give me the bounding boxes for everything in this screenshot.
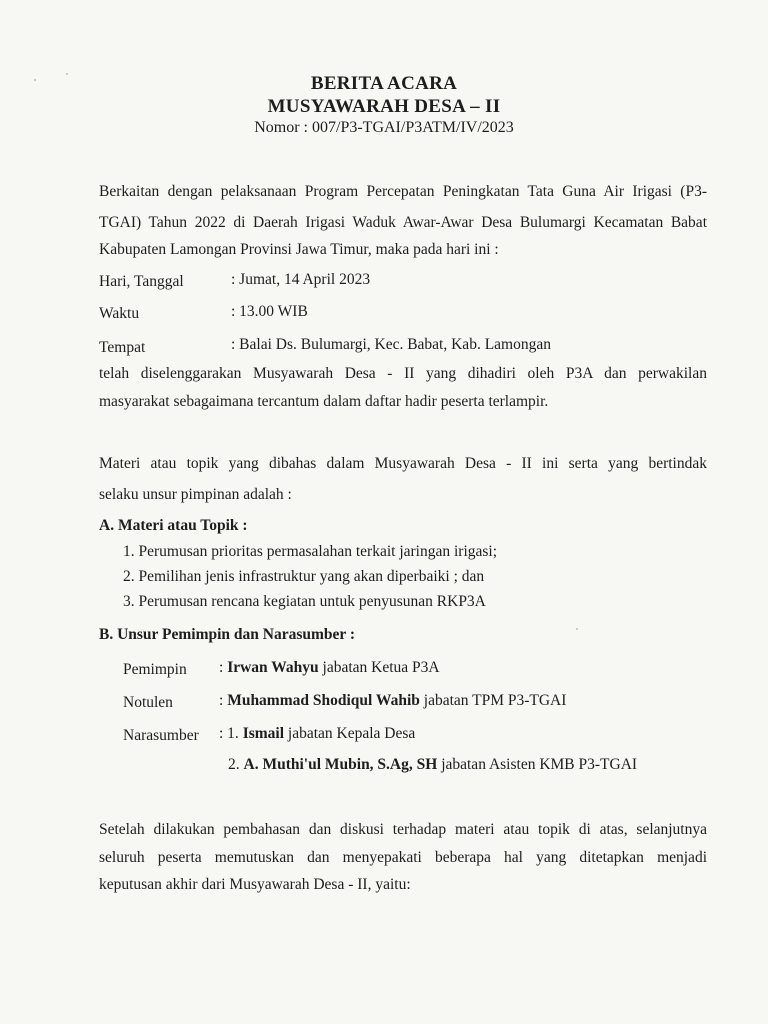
narasumber-prefix: 2. <box>228 756 240 773</box>
topic-item: 3. Perumusan rencana kegiatan untuk penyusunan RKP3A <box>123 593 486 610</box>
notulen-label: Notulen <box>123 694 173 711</box>
held-line: telah diselenggarakan Musyawarah Desa - II yang dihadiri oleh P3A dan perwakilan <box>99 365 707 382</box>
topic-item: 2. Pemilihan jenis infrastruktur yang akan diperbaiki ; dan <box>123 568 485 585</box>
topic-item: 1. Perumusan prioritas permasalahan terkait jaringan irigasi; <box>123 543 498 560</box>
notulen-name: Muhammad Shodiqul Wahib <box>227 692 420 709</box>
narasumber-role: jabatan Asisten KMB P3-TGAI <box>441 756 638 773</box>
scan-speck <box>576 628 578 630</box>
closing-line: Setelah dilakukan pembahasan dan diskusi terhadap materi atau topik di atas, selanjutnya <box>99 821 707 838</box>
detail-value-date: : Jumat, 14 April 2023 <box>231 271 371 288</box>
narasumber-role: jabatan Kepala Desa <box>287 725 416 742</box>
notulen-colon: : <box>219 692 224 709</box>
held-line: masyarakat sebagaimana tercantum dalam daftar hadir peserta terlampir. <box>99 393 549 410</box>
document-subtitle: MUSYAWARAH DESA – II <box>267 96 501 117</box>
section-a-heading: A. Materi atau Topik : <box>99 517 248 534</box>
detail-value-place: : Balai Ds. Bulumargi, Kec. Babat, Kab. Lamongan <box>231 336 551 353</box>
materi-intro-line: selaku unsur pimpinan adalah : <box>99 486 292 503</box>
detail-label-place: Tempat <box>99 339 146 356</box>
narasumber-label: Narasumber <box>123 727 199 744</box>
detail-label-date: Hari, Tanggal <box>99 273 184 290</box>
notulen-value <box>219 692 566 710</box>
intro-line: Kabupaten Lamongan Provinsi Jawa Timur, maka pada hari ini : <box>99 241 499 258</box>
section-b-heading: B. Unsur Pemimpin dan Narasumber : <box>99 626 356 643</box>
notulen-role: jabatan TPM P3-TGAI <box>423 692 567 709</box>
intro-line: TGAI) Tahun 2022 di Daerah Irigasi Waduk Awar-Awar Desa Bulumargi Kecamatan Babat <box>99 214 707 231</box>
narasumber-prefix: : 1. <box>219 725 239 742</box>
closing-line: seluruh peserta memutuskan dan menyepakati beberapa hal yang ditetapkan menjadi <box>99 849 707 866</box>
narasumber-name: A. Muthi'ul Mubin, S.Ag, SH <box>243 756 438 773</box>
pemimpin-label: Pemimpin <box>123 661 187 678</box>
narasumber-item-1 <box>219 725 415 743</box>
narasumber-item-2 <box>228 756 637 774</box>
detail-label-time: Waktu <box>99 305 140 322</box>
materi-intro-line: Materi atau topik yang dibahas dalam Musyawarah Desa - II ini serta yang bertindak <box>99 455 707 472</box>
pemimpin-role: jabatan Ketua P3A <box>322 659 440 676</box>
pemimpin-colon: : <box>219 659 224 676</box>
closing-line: keputusan akhir dari Musyawarah Desa - II, yaitu: <box>99 876 411 893</box>
document-number: Nomor : 007/P3-TGAI/P3ATM/IV/2023 <box>254 119 514 136</box>
document-title: BERITA ACARA <box>310 73 458 94</box>
detail-value-time: : 13.00 WIB <box>231 303 308 320</box>
narasumber-name: Ismail <box>242 725 285 742</box>
intro-line: Berkaitan dengan pelaksanaan Program Percepatan Peningkatan Tata Guna Air Irigasi (P3- <box>99 183 707 200</box>
pemimpin-name: Irwan Wahyu <box>227 659 319 676</box>
pemimpin-value <box>219 659 440 677</box>
